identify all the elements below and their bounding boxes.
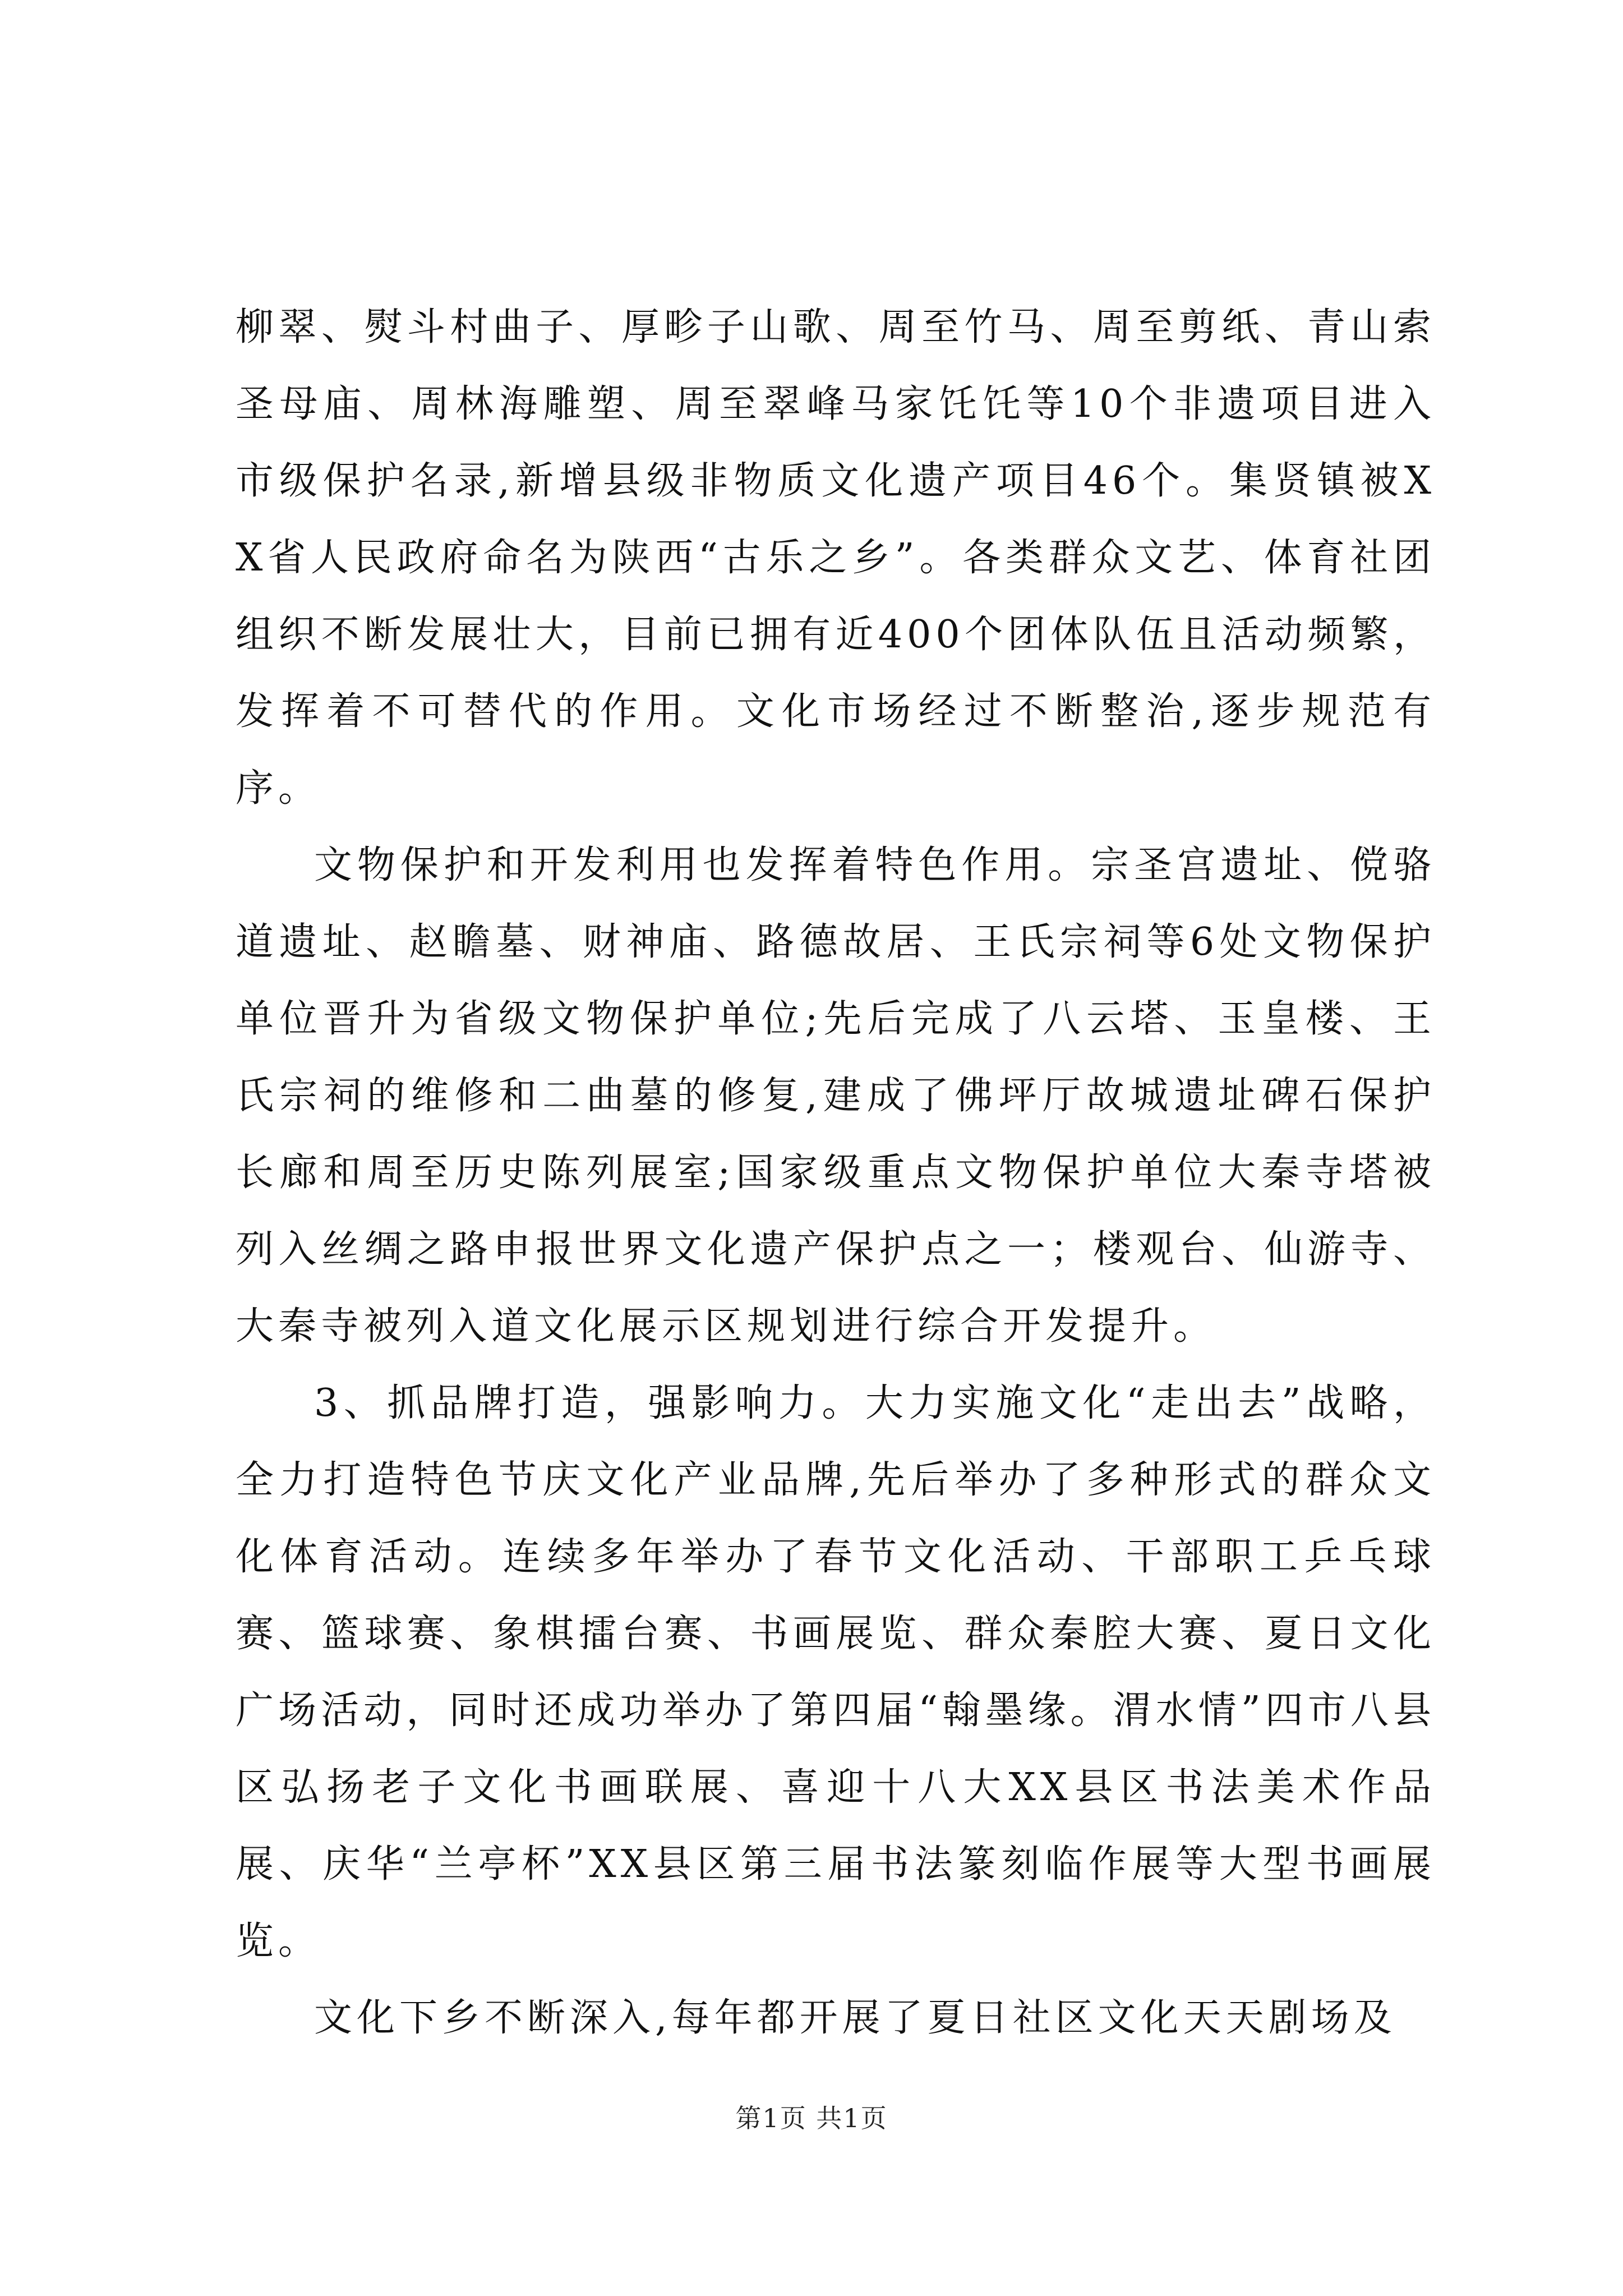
paragraph-culture-to-countryside: 文化下乡不断深入,每年都开展了夏日社区文化天天剧场及 — [314, 1996, 1396, 2040]
paragraph-continued: 柳翠、熨斗村曲子、厚畛子山歌、周至竹马、周至剪纸、青山索圣母庙、周林海雕塑、周至翠峰马家饦饦等10个非遗项目进入市级保护名录,新增县级非物质文化遗产项目46个。集贤镇被XX省人民政府命名为陕西“古乐之乡”。各类群众文艺、体育社团组织不断发展壮大，目前已拥有近400个团体队伍且活动频繁，发挥着不可替代的作用。文化市场经过不断整治,逐步规范有序。 — [236, 305, 1436, 811]
paragraph-cultural-relics: 文物保护和开发利用也发挥着特色作用。宗圣宫遗址、傥骆道遗址、赵瞻墓、财神庙、路德故居、王氏宗祠等6处文物保护单位晋升为省级文物保护单位;先后完成了八云塔、玉皇楼、王氏宗祠的维修和二曲墓的修复,建成了佛坪厅故城遗址碑石保护长廊和周至历史陈列展室;国家级重点文物保护单位大秦寺塔被列入丝绸之路申报世界文化遗产保护点之一；楼观台、仙游寺、大秦寺被列入道文化展示区规划进行综合开发提升。 — [236, 843, 1436, 1349]
page-number-footer: 第1页 共1页 — [735, 2103, 888, 2133]
paragraph-brand-building: 3、抓品牌打造，强影响力。大力实施文化“走出去”战略，全力打造特色节庆文化产业品牌,先后举办了多种形式的群众文化体育活动。连续多年举办了春节文化活动、干部职工乒乓球赛、篮球赛、象棋擂台赛、书画展览、群众秦腔大赛、夏日文化广场活动，同时还成功举办了第四届“翰墨缘。渭水情”四市八县区弘扬老子文化书画联展、喜迎十八大XX县区书法美术作品展、庆华“兰亭杯”XX县区第三届书法篆刻临作展等大型书画展览。 — [236, 1381, 1436, 1963]
document-body — [236, 289, 1436, 2056]
